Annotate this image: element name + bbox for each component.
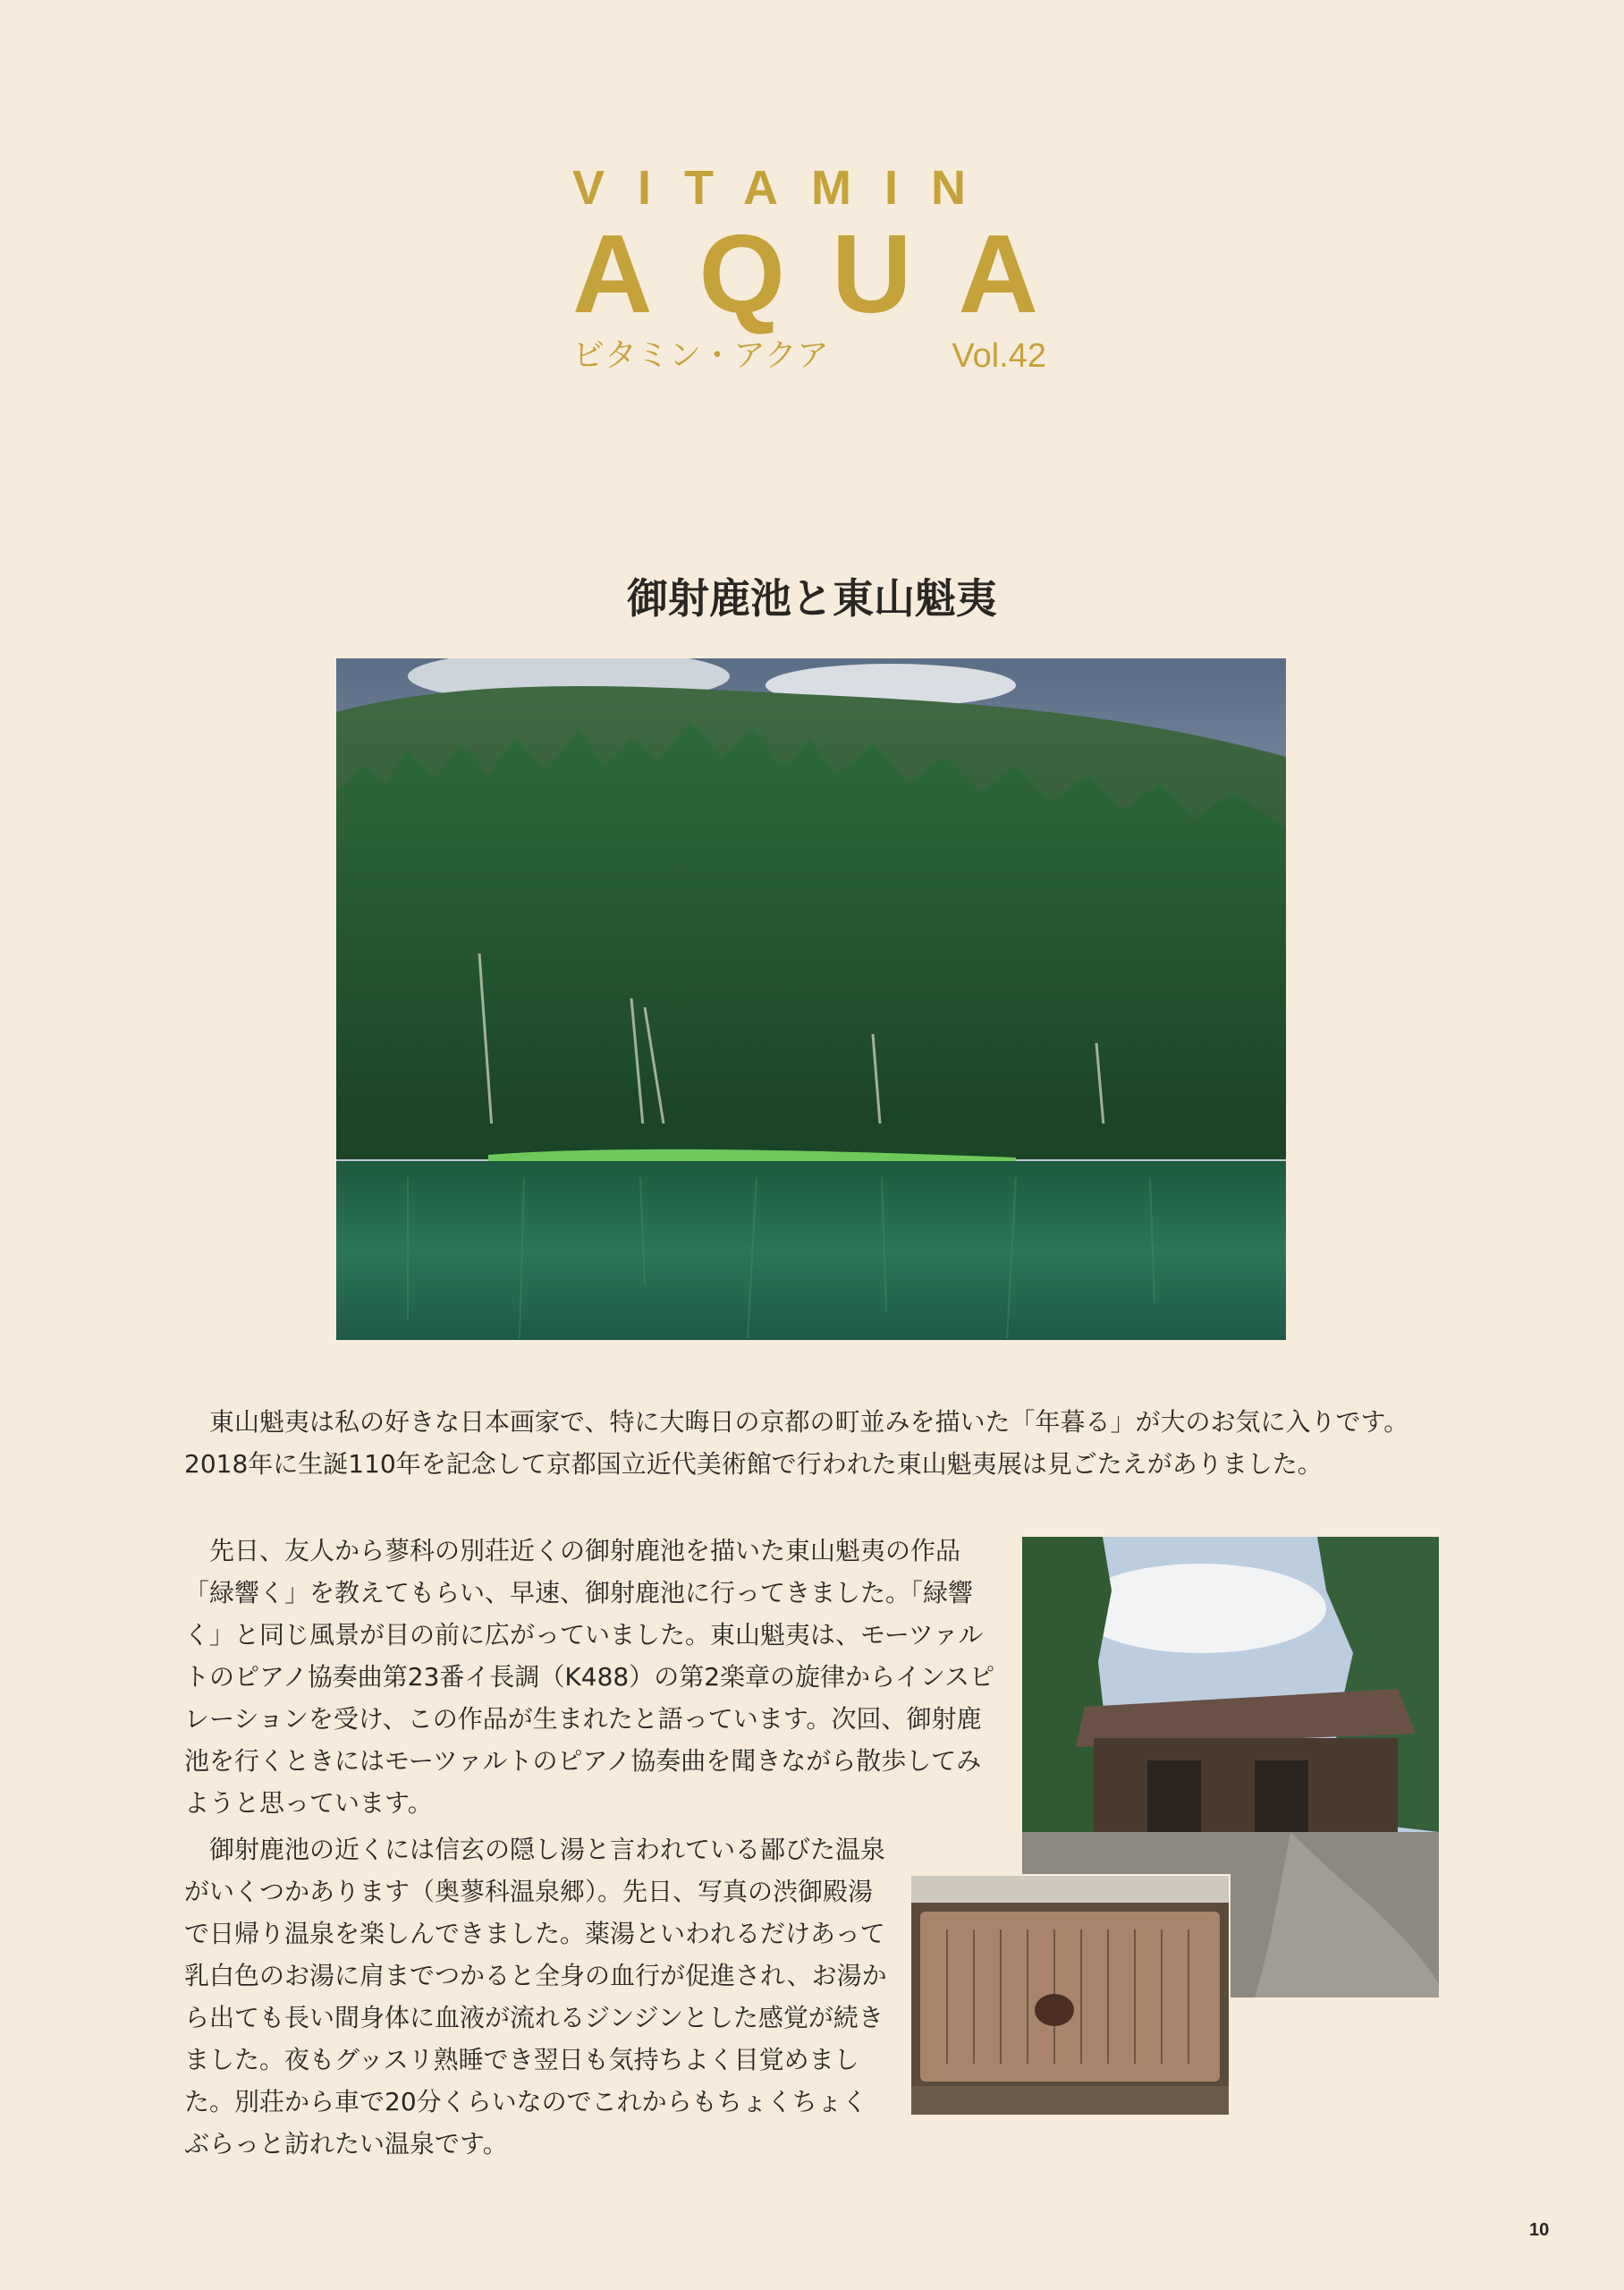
article-title: 御射鹿池と東山魁夷 xyxy=(627,573,997,623)
paragraph-3: 御射鹿池の近くには信玄の隠し湯と言われている鄙びた温泉がいくつかあります（奥蓼科温泉郷）。先日、写真の渋御殿湯で日帰り温泉を楽しんできました。薬湯といわれるだけあって乳白色のお湯に肩までつかると全身の血行が促進され、お湯から出ても長い間身体に血液が流れるジンジンとした感覚が続きました。夜もグッスリ熟睡でき翌日も気持ちよく目覚めました。別荘から車で20分くらいなのでこれからもちょくちょくぶらっと訪れたい温泉です。 xyxy=(184,1835,887,2159)
masthead xyxy=(572,161,1086,385)
pond-forest-photo xyxy=(336,658,1286,1340)
masthead-aqua: AQUA xyxy=(572,213,1086,336)
page-number: 10 xyxy=(1529,2220,1550,2240)
masthead-volume: Vol.42 xyxy=(952,337,1046,375)
paragraph-2: 先日、友人から蓼科の別荘近くの御射鹿池を描いた東山魁夷の作品「緑響く」を教えてもらい、早速、御射鹿池に行ってきました。「緑響く」と同じ風景が目の前に広がっていました。東山魁夷は、モーツァルトのピアノ協奏曲第23番イ長調（K488）の第2楽章の旋律からインスピレーションを受け、この作品が生まれたと語っています。次回、御射鹿池を行くときにはモーツァルトのピアノ協奏曲を聞きながら散歩してみようと思っています。 xyxy=(184,1536,995,1818)
paragraph-1: 東山魁夷は私の好きな日本画家で、特に大晦日の京都の町並みを描いた「年暮る」が大のお気に入りです。2018年に生誕110年を記念して京都国立近代美術館で行われた東山魁夷展は見ごたえがありました。 xyxy=(184,1407,1409,1479)
onsen-sign-photo xyxy=(909,1874,1231,2116)
masthead-vitamin: VITAMIN xyxy=(572,161,999,215)
masthead-kana: ビタミン・アクア xyxy=(572,337,829,374)
